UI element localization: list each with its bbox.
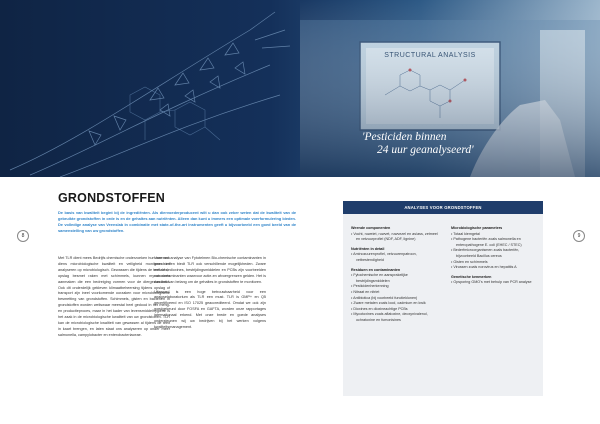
box-title: ANALYSES VOOR GRONDSTOFFEN — [343, 201, 543, 214]
page-title: GRONDSTOFFEN — [58, 191, 166, 205]
list-item: • Dioxines en dioxineachtige PCBs — [351, 307, 439, 313]
list-item: • Gisten en schimmels — [451, 260, 539, 266]
pull-quote-line1: 'Pesticiden binnen — [362, 131, 447, 143]
list-item: • Pesticidenherkenning — [351, 284, 439, 290]
list-item: • Antibiotica (bij voorbeeld functieklonen) — [351, 296, 439, 302]
body-paragraph: Uiteraard is een hoge betrouwbaarheid voor een analyselaboratorium als TLR een must. TLR is GMP+ en Q5 gecertificeerd en ISO 17025 geaccrediteerd. Omdat we ook zijn goedgekeurd door FOSFA en GAFTA, worden onze rapportages internationaal erkend. Met onze brede en goede analyses ondersteunen wij uw bedrijven bij het werken volgens kwaliteitsmanagement. — [154, 289, 266, 329]
lead-paragraph: De basis van kwaliteit begint bij de ingrediënten. Als diervoederproducent wilt u dan ook zeker weten dat de kwaliteit van de gebruikte grondstoffen in orde is en de gehaltes aan nutriënten. Alleen dan kunt u immers een optimale voerformulering bieden. De volledige analyse van Veenslab in combinatie met state-of-the-art instrumenten geeft u bijvoorbeeld een goed beeld van de samenstelling van uw grondstoffen. — [58, 210, 296, 233]
body-column-2 — [154, 256, 266, 335]
page-number-left: 8 — [17, 230, 29, 242]
hero-banner — [0, 0, 600, 177]
list-item: • Opsporing GMO's met behulp van PCR analyse — [451, 280, 539, 286]
body-paragraph: Voor een analyse van Fytotelmen Bio-chemische contaminanten in grondstoffen biedt TLR ook verschillende mogelijkheden. Zware metalen, dioxines, bestrijdingsmiddelen en PCBs zijn voorbeelden van contaminanten waarvoor actie-en afvoergrenzen gelden. Het is dan ook van belang om de gehaltes in grondstoffen te monitoren. — [154, 256, 266, 284]
section-heading: Microbiologische parameters — [451, 226, 503, 230]
body-paragraph: Met TLR dient mees Bedrijfs chemische onderzoeken hun mee ook diens microbiologische kwaliteit en veiligheid monitoren en analyseren op microbiologisch. Gewassen die tijdens de teelt of de opslag besmet raken met schimmels, kunnen mycotoxines aanmaken die een bedreiging vormen voor de diergezondheid. Ook dit onderdelijk gekleven klimaatbeheersing tijdens opslag of transport zijn ineel voorkomende oorzaken voor microbiologische besmetting van grondstoffen. Schimmels, gisten en bacteriën in grondstoffen worden weliswaar meestal heel gedood in het meng- en productieproces, maar in het kader van levensmiddelhygiëne is het zaak in de microbiologische kwaliteit van uw grondstoffen. TLR kan de microbiologische kwaliteit van gewassen al tijdens de teelt in kaart brengen, en laten staat ons analyseren op onder meer salmonella, campylobacter en enterobacteriaceae. — [58, 256, 170, 337]
section-heading: Weende componenten — [351, 226, 391, 230]
list-item: • Bederfmicroorganismen zoals bacteriën, bijvoorbeeld Bacillus cereus — [451, 248, 539, 259]
list-item: • Pathogene bacteriën zoals salmonella en enteropathogene E. coli (EHEC / STEC) — [451, 237, 539, 248]
list-item: • Virussen zoals norovirus en hepatitis A — [451, 265, 539, 271]
list-item: • Fytochemische en aansprakelijke bestrijdingsmiddelen — [351, 273, 439, 284]
box-column-left — [351, 226, 439, 324]
list-item: • Zware metalen zoals lood, cadmium en kwik — [351, 301, 439, 307]
section-heading: Genetische kenmerken — [451, 274, 492, 279]
list-item: • Vocht, ruweiet, ruwvet, ruwvezel en as/ass, zetmeel en vetzuurprofiel (NDF, ADF, lignine) — [351, 232, 439, 243]
pull-quote — [352, 131, 502, 157]
list-item: • Totaal kiemgetal — [451, 232, 539, 238]
box-column-right — [451, 226, 539, 286]
pull-quote-line2: 24 uur geanalyseerd' — [377, 144, 474, 156]
section-heading: Nutriënten in detail — [351, 246, 385, 251]
page-number-right: 9 — [573, 230, 585, 242]
list-item: • Nitraat en nitriet — [351, 290, 439, 296]
hero-illustration — [0, 0, 600, 177]
analyses-sidebar-box — [343, 201, 543, 396]
section-heading: Residuen en contaminanten — [351, 267, 401, 272]
list-item: • Mycotoxines zoals aflatoxine, deoxynivalenol, ochratoxine en fumonisines — [351, 312, 439, 323]
list-item: • Aminozuurenprofiel, vetzuurenpatroon, vetbestendigheid — [351, 252, 439, 263]
